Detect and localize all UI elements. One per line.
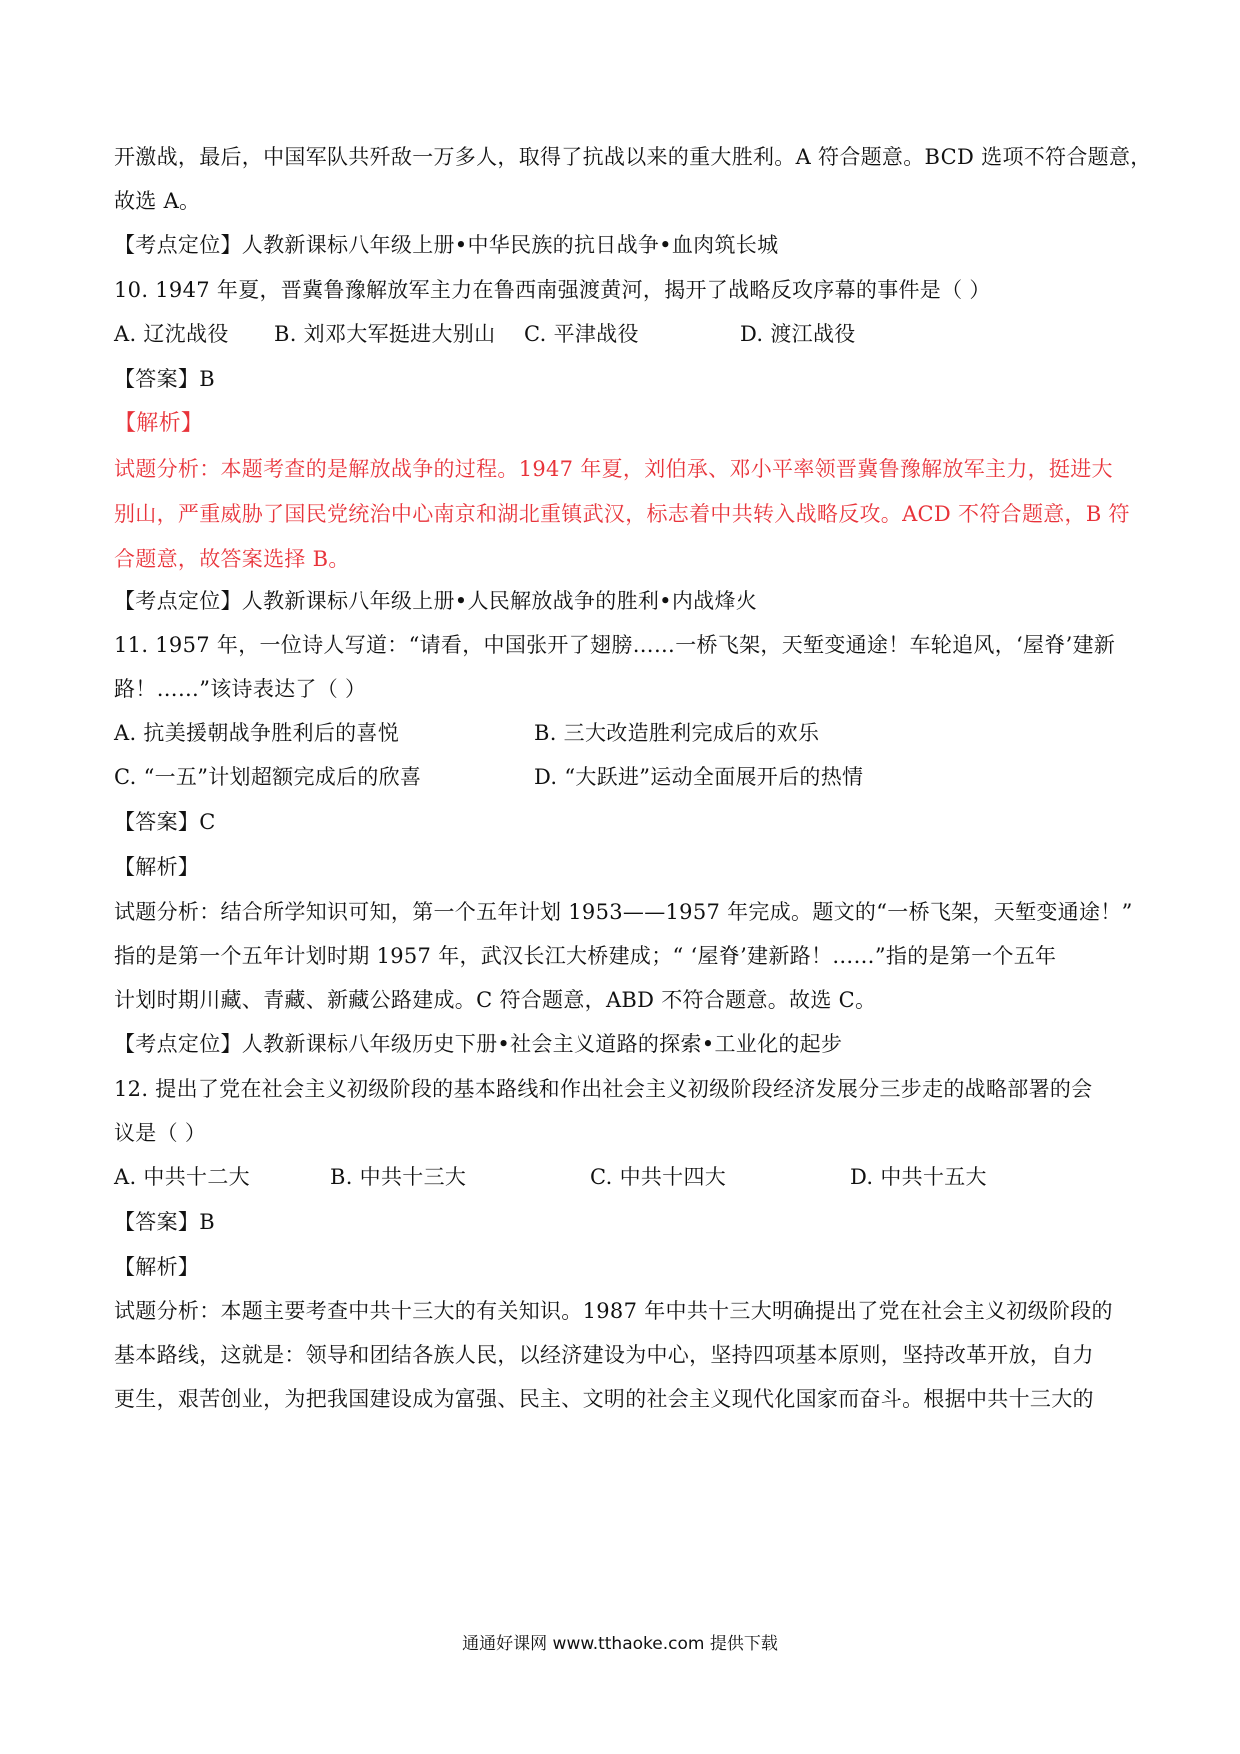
q9-kaodian: 【考点定位】人教新课标八年级上册•中华民族的抗日战争•血肉筑长城 — [114, 233, 779, 257]
q11-analysis-line: 试题分析：结合所学知识可知，第一个五年计划 1953——1957 年完成。题文的“一桥飞架，天堑变通途！” — [114, 900, 1133, 924]
q11-option-c: C. “一五”计划超额完成后的欣喜 — [114, 765, 422, 789]
q10-answer: 【答案】B — [114, 367, 215, 391]
q12-jiexi-heading: 【解析】 — [114, 1255, 200, 1279]
q10-analysis-line: 合题意，故答案选择 B。 — [114, 547, 350, 571]
q11-answer: 【答案】C — [114, 810, 216, 834]
q11-stem-line: 路！……”该诗表达了（ ） — [114, 677, 367, 701]
q10-stem: 10. 1947 年夏，晋冀鲁豫解放军主力在鲁西南强渡黄河，揭开了战略反攻序幕的事件是（ ） — [114, 278, 991, 302]
q10-analysis-line: 试题分析：本题考查的是解放战争的过程。1947 年夏，刘伯承、邓小平率领晋冀鲁豫解放军主力，挺进大 — [114, 457, 1113, 481]
q12-option-c: C. 中共十四大 — [590, 1165, 727, 1189]
q12-analysis-line: 基本路线，这就是：领导和团结各族人民，以经济建设为中心，坚持四项基本原则，坚持改革开放，自力 — [114, 1343, 1094, 1367]
q12-option-a: A. 中共十二大 — [114, 1165, 250, 1189]
q11-option-a: A. 抗美援朝战争胜利后的喜悦 — [114, 721, 400, 745]
q10-option-d: D. 渡江战役 — [740, 322, 856, 346]
q12-analysis-line: 试题分析：本题主要考查中共十三大的有关知识。1987 年中共十三大明确提出了党在社会主义初级阶段的 — [114, 1299, 1113, 1323]
q12-analysis-line: 更生，艰苦创业，为把我国建设成为富强、民主、文明的社会主义现代化国家而奋斗。根据中共十三大的 — [114, 1387, 1094, 1411]
q11-jiexi-heading: 【解析】 — [114, 855, 200, 879]
q9-explanation-line: 故选 A。 — [114, 189, 201, 213]
q10-analysis-line: 别山，严重威胁了国民党统治中心南京和湖北重镇武汉，标志着中共转入战略反攻。ACD 不符合题意，B 符 — [114, 502, 1130, 526]
q10-option-c: C. 平津战役 — [524, 322, 639, 346]
q12-stem-line: 议是（ ） — [114, 1121, 207, 1145]
q11-kaodian: 【考点定位】人教新课标八年级历史下册•社会主义道路的探索•工业化的起步 — [114, 1032, 843, 1056]
page-footer: 通通好课网 www.tthaoke.com 提供下载 — [462, 1634, 778, 1654]
q10-jiexi-heading: 【解析】 — [114, 411, 204, 436]
q11-option-b: B. 三大改造胜利完成后的欢乐 — [534, 721, 820, 745]
q12-option-d: D. 中共十五大 — [850, 1165, 987, 1189]
q11-option-d: D. “大跃进”运动全面展开后的热情 — [534, 765, 864, 789]
q10-option-a: A. 辽沈战役 — [114, 322, 229, 346]
q10-kaodian: 【考点定位】人教新课标八年级上册•人民解放战争的胜利•内战烽火 — [114, 589, 758, 613]
q12-stem-line: 12. 提出了党在社会主义初级阶段的基本路线和作出社会主义初级阶段经济发展分三步走的战略部署的会 — [114, 1077, 1093, 1101]
q11-analysis-line: 计划时期川藏、青藏、新藏公路建成。C 符合题意，ABD 不符合题意。故选 C。 — [114, 988, 877, 1012]
q12-answer: 【答案】B — [114, 1210, 215, 1234]
q9-explanation-line: 开激战，最后，中国军队共歼敌一万多人，取得了抗战以来的重大胜利。A 符合题意。BCD 选项不符合题意， — [114, 145, 1152, 169]
q10-option-b: B. 刘邓大军挺进大别山 — [274, 322, 496, 346]
q12-option-b: B. 中共十三大 — [330, 1165, 467, 1189]
q11-stem-line: 11. 1957 年，一位诗人写道：“请看，中国张开了翅膀……一桥飞架，天堑变通途！车轮追风，‘屋脊’建新 — [114, 633, 1116, 657]
q11-analysis-line: 指的是第一个五年计划时期 1957 年，武汉长江大桥建成；“ ‘屋脊’建新路！……”指的是第一个五年 — [114, 944, 1057, 968]
